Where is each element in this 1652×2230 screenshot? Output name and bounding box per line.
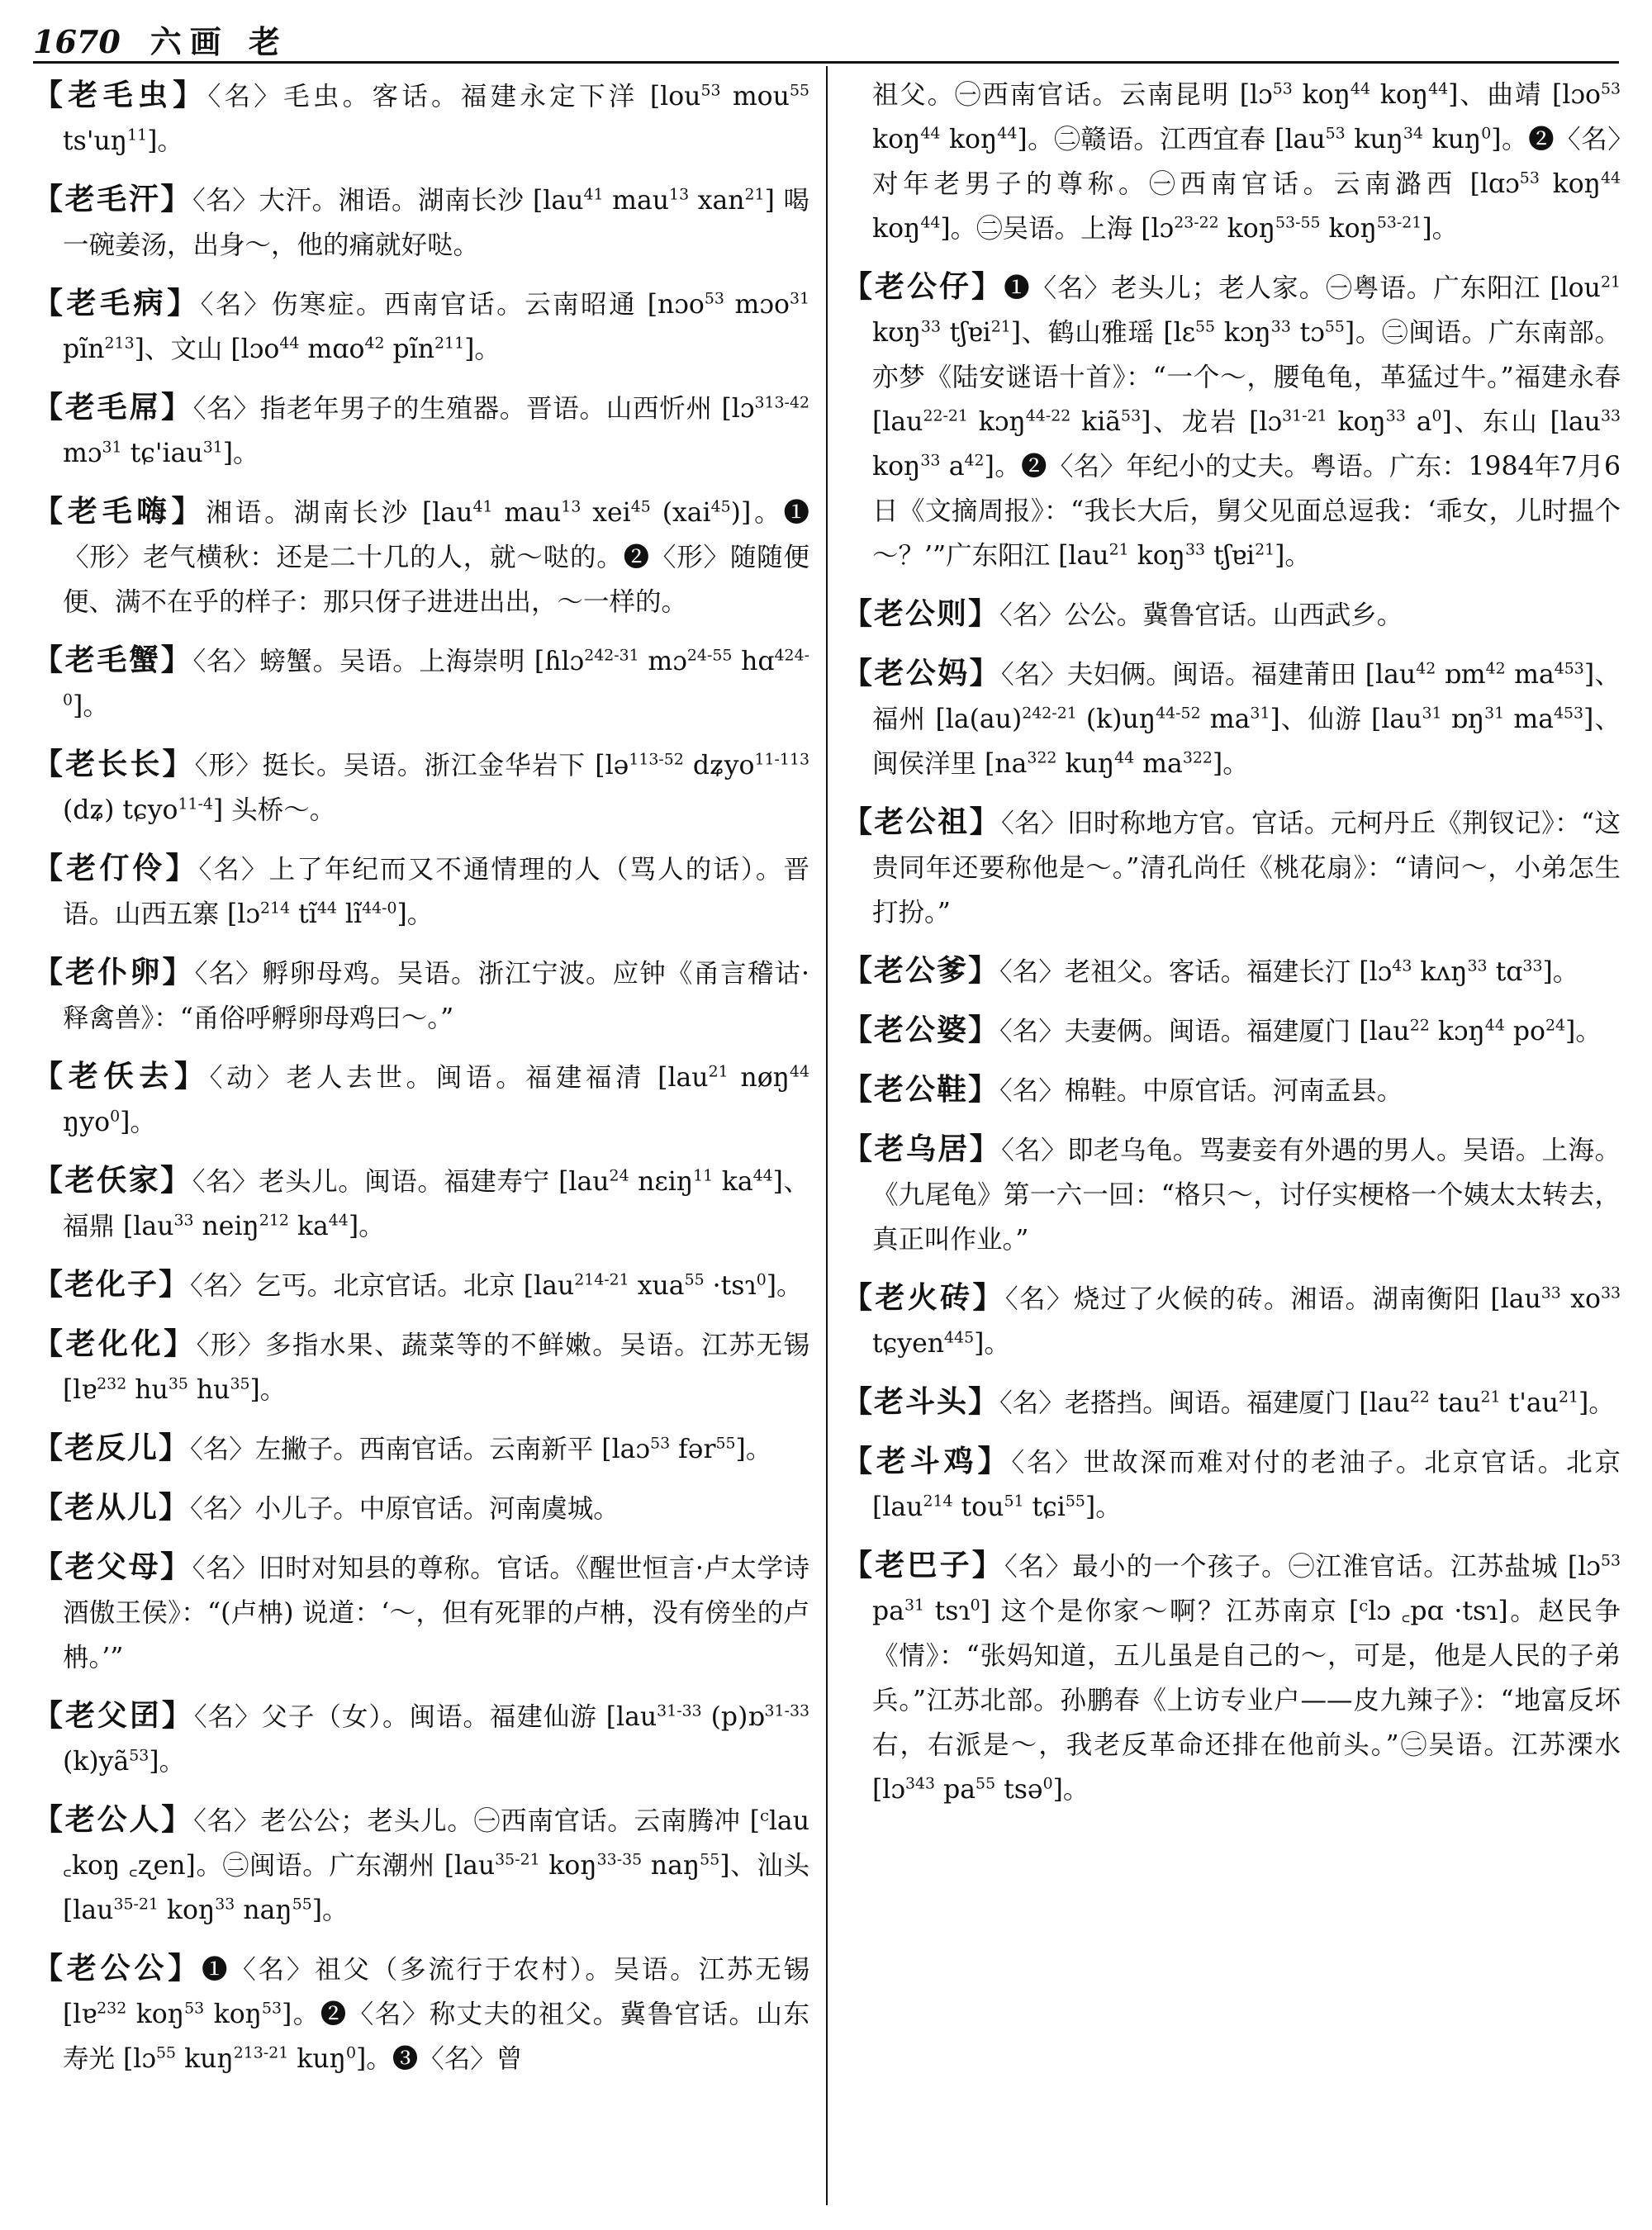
entry-text: 〈名〉上了年纪而又不通情理的人（骂人的话）。晋语。山西五寨 [lɔ$^{214}$ $tĩ^{44}$ $lĩ^{44-0}$]。 [63,855,809,929]
entry-text: 〈名〉烧过了火候的砖。湘语。湖南衡阳 [lau$^{33}$ $xo^{33}$ tɕyen$^{445}$]。 [872,1283,1621,1359]
dictionary-entry [843,1275,1621,1366]
entry-headword: 【老从儿】 [33,1490,191,1525]
dictionary-entry [33,489,809,624]
entry-headword: 【老毛汗】 [33,182,192,216]
dictionary-entry [33,1485,809,1531]
entry-headword: 【老仆卵】 [33,955,195,989]
entry-headword: 【老毛病】 [33,286,201,320]
dictionary-entry [33,638,809,728]
entry-headword: 【老父囝】 [33,1698,194,1733]
entry-headword: 【老仃伶】 [33,851,199,885]
entry-headword: 【老仸去】 [33,1059,210,1094]
dictionary-entry [843,1008,1621,1054]
entry-headword: 【老公公】 [33,1951,202,1986]
entry-text: 〈名〉左撇子。西南官话。云南新平 [laɔ$^{53}$ fər$^{55}$]。 [190,1434,772,1464]
entry-headword: 【老化化】 [33,1326,197,1361]
entry-text: 〈名〉棉鞋。中原官话。河南孟县。 [999,1076,1403,1106]
entry-headword: 【老斗头】 [843,1384,1000,1419]
entry-text: 〈名〉最小的一个孩子。㊀江淮官话。江苏盐城 [lɔ$^{53}$ $pa^{31}$ tsɿ$^0$] 这个是你家～啊？江苏南京 [ᶜlɔ ꜀pɑ ·tsɿ]。赵民争《情》：“张妈知道，五儿虽是自己的～，可是，他是人民的子弟兵。”江苏北部。孙鹏春《上访专业户——皮九辣子》：“地富反坏右，右派是～，我老反革命还排在他前头。”㊁吴语。江苏溧水 [lɔ$^{343}$ $pa^{55}$ tsə$^0$]。 [872,1551,1621,1805]
dictionary-entry [843,651,1621,786]
entry-text: 〈名〉老祖父。客话。福建长汀 [lɔ$^{43}$ kʌŋ$^{33}$ tɑ$^{33}$]。 [999,956,1579,987]
entry-headword: 【老斗鸡】 [843,1444,1012,1478]
page-number: 1670 [33,23,121,60]
entry-headword: 【老火砖】 [843,1280,1005,1315]
entry-headword: 【老巴子】 [843,1548,1004,1582]
entry-text: 〈名〉螃蟹。吴语。上海崇明 [ɦlɔ$^{242-31}$ mɔ$^{24-55}$ hɑ$^{424-0}$]。 [63,646,809,721]
entry-text: 〈名〉孵卵母鸡。吴语。浙江宁波。应钟《甬言稽诂·释禽兽》：“甬俗呼孵卵母鸡曰～。” [63,959,809,1033]
entry-headword: 【老公鞋】 [843,1072,1000,1107]
dictionary-entry [33,1693,809,1784]
dictionary-entry [33,1797,809,1933]
entry-text: 〈名〉父子（女）。闽语。福建仙游 [lau$^{31-33}$ (p)ɒ$^{31-33}$ $(k)yã^{53}$]。 [63,1701,809,1777]
entry-headword: 【老毛嗨】 [33,494,206,529]
dictionary-entry [33,73,809,164]
section-label: 六画 老 [150,23,288,60]
dictionary-entry [33,281,809,372]
dictionary-entry [33,950,809,1041]
entry-text: 〈动〉老人去世。闽语。福建福清 [lau$^{21}$ nøŋ$^{44}$ ŋyo$^0$]。 [63,1062,809,1137]
entry-headword: 【老公则】 [843,596,1000,631]
entry-text: 〈名〉老头儿。闽语。福建寿宁 [lau$^{24}$ nɛiŋ$^{11}$ $ka^{44}$]、福鼎 [lau$^{33}$ neiŋ$^{212}$ $ka^{44}$]。 [63,1166,809,1241]
entry-text: 〈形〉挺长。吴语。浙江金华岩下 [lə$^{113-52}$ dʑyo$^{11-113}$ (dʑ) tɕyo$^{11-4}$] 头桥～。 [63,750,809,825]
dictionary-entry [33,385,809,476]
dictionary-entry [33,1946,809,2081]
entry-text: 〈名〉夫妻俩。闽语。福建厦门 [lau$^{22}$ kɔŋ$^{44}$ $po^{24}$]。 [999,1016,1602,1046]
column-divider [826,66,828,2205]
entry-text: 〈名〉公公。冀鲁官话。山西武乡。 [999,600,1403,630]
entry-text: 〈名〉世故深而难对付的老油子。北京官话。北京 [lau$^{214}$ tou$^{51}$ tɕi$^{55}$]。 [872,1448,1621,1522]
entry-headword: 【老公爹】 [843,953,1000,988]
entry-text: 〈名〉大汗。湘语。湖南长沙 [lau$^{41}$ mau$^{13}$ xan$^{21}$] 喝一碗姜汤，出身～，他的痛就好哒。 [63,185,809,260]
entry-headword: 【老毛虫】 [33,78,208,112]
entry-headword: 【老公祖】 [843,804,1001,839]
entry-headword: 【老仸家】 [33,1163,192,1198]
entry-text: 湘语。湖南长沙 [lau$^{41}$ mau$^{13}$ xei$^{45}$ (xai$^{45}$)]。❶〈形〉老气横秋：还是二十几的人，就～哒的。❷〈形〉随随便便、满不在乎的样子：那只伢子进进出出，～一样的。 [63,497,809,617]
entry-text: ❶〈名〉祖父（多流行于农村）。吴语。江苏无锡 [lɐ$^{232}$ koŋ$^{53}$ koŋ$^{53}$]。❷〈名〉称丈夫的祖父。冀鲁官话。山东寿光 [lɔ$^{55}$ kuŋ$^{213-21}$ kuŋ$^0$]。❸〈名〉曾 [63,1955,809,2074]
entry-headword: 【老父母】 [33,1549,192,1584]
dictionary-entry [843,799,1621,935]
entry-text: 〈名〉旧时称地方官。官话。元柯丹丘《荆钗记》：“这贵同年还要称他是～。”清孔尚任《桃花扇》：“请问～，小弟怎生打扮。” [872,809,1621,928]
dictionary-entry [843,1067,1621,1113]
entry-headword: 【老反儿】 [33,1431,191,1465]
entry-headword: 【老乌居】 [843,1132,1002,1166]
entry-text: 〈名〉旧时对知县的尊称。官话。《醒世恒言·卢太学诗酒傲王侯》：“(卢柟) 说道：‘～，但有死罪的卢柟，没有傍坐的卢柟。’” [63,1554,809,1672]
entry-headword: 【老公人】 [33,1802,194,1837]
dictionary-entry [843,591,1621,638]
dictionary-entry [33,1262,809,1308]
dictionary-entry [33,1544,809,1680]
entry-headword: 【老公妈】 [843,656,1001,690]
entry-text: 祖父。㊀西南官话。云南昆明 [lɔ$^{53}$ koŋ$^{44}$ koŋ$^{44}$]、曲靖 [lɔo$^{53}$ koŋ$^{44}$ koŋ$^{44}$]。㊁赣语。江西宜春 [lau$^{53}$ kuŋ$^{34}$ kuŋ$^0$]。❷〈名〉对年老男子的尊称。㊀西南官话。云南潞西 [lɑɔ$^{53}$ koŋ$^{44}$ koŋ$^{44}$]。㊁吴语。上海 [lɔ$^{23-22}$ koŋ$^{53-55}$ koŋ$^{53-21}$]。 [872,79,1621,244]
left-column [33,73,809,2213]
dictionary-entry [843,1379,1621,1426]
entry-text: 〈名〉夫妇俩。闽语。福建莆田 [lau$^{42}$ ɒm$^{42}$ $ma^{453}$]、福州 [la(au)$^{242-21}$ $(k)uŋ^{44-52}$ $ma^{31}$]、仙游 [lau$^{31}$ ɒŋ$^{31}$ $ma^{453}$]、闽侯洋里 [$na^{322}$ kuŋ$^{44}$ $ma^{322}$]。 [872,659,1621,779]
entry-text: 〈形〉多指水果、蔬菜等的不鲜嫩。吴语。江苏无锡 [lɐ$^{232}$ $hu^{35}$ $hu^{35}$]。 [63,1331,809,1405]
entry-continuation [843,73,1621,251]
dictionary-entry [33,1054,809,1145]
dictionary-entry [33,846,809,937]
dictionary-entry [33,1321,809,1412]
right-column [843,73,1621,2213]
entry-text: 〈名〉伤寒症。西南官话。云南昭通 [nɔo$^{53}$ mɔo$^{31}$ pĩn$^{213}$]、文山 [lɔo$^{44}$ mɑo$^{42}$ pĩn$^{211}$]。 [63,289,809,364]
entry-headword: 【老化子】 [33,1267,191,1302]
dictionary-entry [843,948,1621,994]
entry-text: ❶〈名〉老头儿；老人家。㊀粤语。广东阳江 [lou$^{21}$ kʊŋ$^{33}$ tʃɐi$^{21}$]、鹤山雅瑶 [lɛ$^{55}$ kɔŋ$^{33}$ tɔ$^{55}$]。㊁闽语。广东南部。亦梦《陆安谜语十首》：“一个～，腰龟龟，革猛过牛。”福建永春 [lau$^{22-21}$ kɔŋ$^{44-22}$ kiã$^{53}$]、龙岩 [lɔ$^{31-21}$ koŋ$^{33}$ $a^0$]、东山 [lau$^{33}$ koŋ$^{33}$ $a^{42}$]。❷〈名〉年纪小的丈夫。粤语。广东：1984年7月6日《文摘周报》：“我长大后，舅父见面总逗我：‘乖女，儿时揾个～？’”广东阳江 [lau$^{21}$ koŋ$^{33}$ tʃɐi$^{21}$]。 [872,273,1621,571]
entry-text: 〈名〉小儿子。中原官话。河南虞城。 [190,1494,620,1524]
dictionary-entry [33,1426,809,1472]
entry-headword: 【老公婆】 [843,1013,1000,1047]
entry-headword: 【老长长】 [33,747,195,781]
dictionary-entry [843,1439,1621,1530]
dictionary-entry [843,264,1621,578]
entry-text: 〈名〉老搭挡。闽语。福建厦门 [lau$^{22}$ tau$^{21}$ $t'au^{21}$]。 [999,1388,1615,1418]
dictionary-entry [843,1543,1621,1812]
entry-headword: 【老毛蟹】 [33,643,193,677]
dictionary-entry [33,1158,809,1249]
entry-text: 〈名〉指老年男子的生殖器。晋语。山西忻州 [lɔ$^{313-42}$ mɔ$^{31}$ tɕ'iau$^{31}$]。 [63,393,809,468]
entry-headword: 【老公仔】 [843,269,1004,304]
entry-headword: 【老毛屌】 [33,390,193,425]
dictionary-entry [33,177,809,268]
entry-text: 〈名〉即老乌龟。骂妻妾有外遇的男人。吴语。上海。《九尾龟》第一六一回：“格只～，讨仔实梗格一个姨太太转去，真正叫作业。” [872,1136,1621,1255]
entry-text: 〈名〉乞丐。北京官话。北京 [lau$^{214-21}$ xua$^{55}$ ·tsɿ$^0$]。 [190,1270,803,1301]
entry-text: 〈名〉老公公；老头儿。㊀西南官话。云南腾冲 [ᶜlau ꜀koŋ ꜀ʐen]。㊁闽语。广东潮州 [lau$^{35-21}$ koŋ$^{33-35}$ naŋ$^{55}$]、汕头 [lau$^{35-21}$ koŋ$^{33}$ naŋ$^{55}$]。 [63,1806,809,1925]
running-head [33,17,288,66]
dictionary-entry [843,1127,1621,1262]
header-rule [33,61,1619,64]
entry-text: 〈名〉毛虫。客话。福建永定下洋 [lou$^{53}$ mou$^{55}$ $ts'uŋ^{11}$]。 [63,81,809,156]
dictionary-entry [33,742,809,833]
